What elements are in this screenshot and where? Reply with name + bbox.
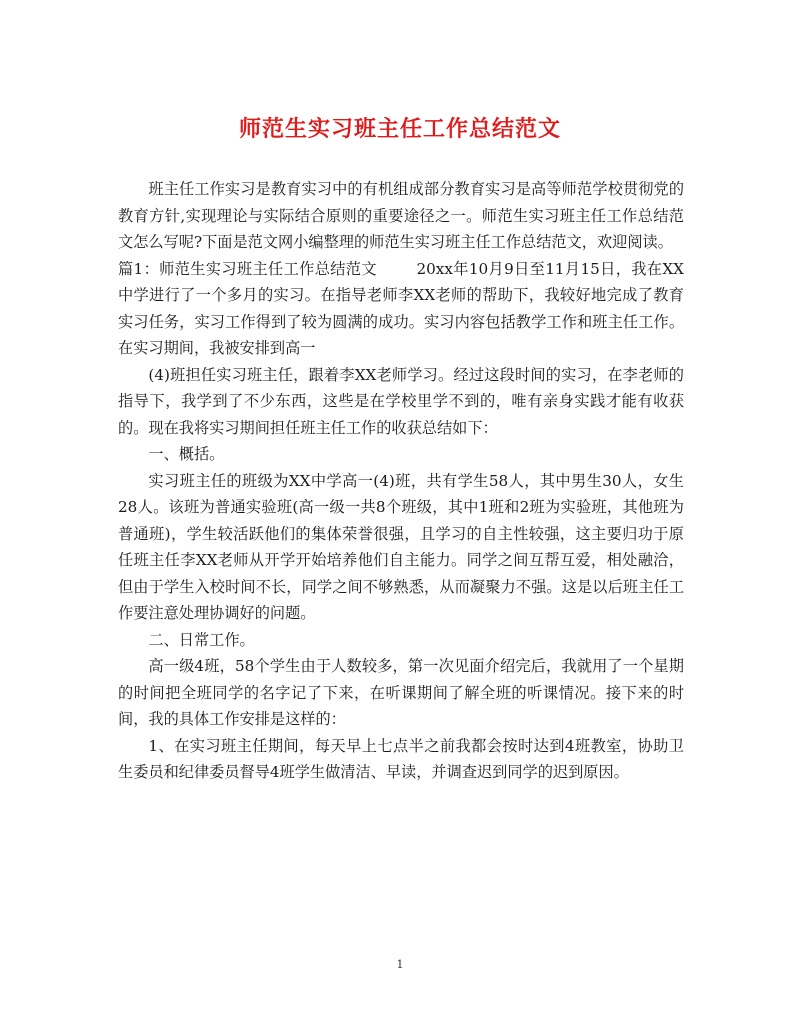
daily-paragraph: 高一级4班，58个学生由于人数较多，第一次见面介绍完后，我就用了一个星期的时间把全班同学的名字记了下来，在听课期间了解全班的听课情况。接下来的时间，我的具体工作安排是这样的：	[118, 657, 684, 728]
page-number: 1	[396, 958, 404, 971]
document-title: 师范生实习班主任工作总结范文	[238, 116, 561, 142]
heading-daily-work: 二、日常工作。	[148, 630, 255, 649]
overview-paragraph: 实习班主任的班级为XX中学高一(4)班，共有学生58人，其中男生30人，女生28人。该班为普通实验班(高一级一共8个班级，其中1班和2班为实验班，其他班为普通班)，学生较活跃他们的集体荣誉很强，且学习的自主性较强，这主要归功于原任班主任李XX老师从开学开始培养他们自主能力。同学之间互帮互爱，相处融洽，但由于学生入校时间不长，同学之间不够熟悉，从而凝聚力不强。这是以后班主任工作要注意处理协调好的问题。	[118, 471, 684, 622]
intro-paragraph: 班主任工作实习是教育实习中的有机组成部分教育实习是高等师范学校贯彻党的教育方针,实现理论与实际结合原则的重要途径之一。师范生实习班主任工作总结范文怎么写呢?下面是范文网小编整理的师范生实习班主任工作总结范文，欢迎阅读。	[118, 180, 684, 251]
section1-paragraph	[118, 256, 684, 362]
class-paragraph: (4)班担任实习班主任，跟着李XX老师学习。经过这段时间的实习，在李老师的指导下，我学到了不少东西，这些是在学校里学不到的，唯有亲身实践才能有收获的。现在我将实习期间担任班主任工作的收获总结如下：	[118, 365, 684, 437]
item1-paragraph: 1、在实习班主任期间，每天早上七点半之前我都会按时达到4班教室，协助卫生委员和纪律委员督导4班学生做清洁、早读，并调查迟到同学的迟到原因。	[118, 736, 684, 781]
document-body	[118, 176, 684, 786]
heading-overview: 一、概括。	[148, 445, 225, 463]
section1-label: 篇1：师范生实习班主任工作总结范文	[118, 259, 377, 278]
section1-text: 20xx年10月9日至11月15日，我在XX中学进行了一个多月的实习。在指导老师李XX老师的帮助下，我较好地完成了教育实习任务，实习工作得到了较为圆满的成功。实习内容包括教学工作和班主任工作。在实习期间，我被安排到高一	[118, 259, 684, 357]
